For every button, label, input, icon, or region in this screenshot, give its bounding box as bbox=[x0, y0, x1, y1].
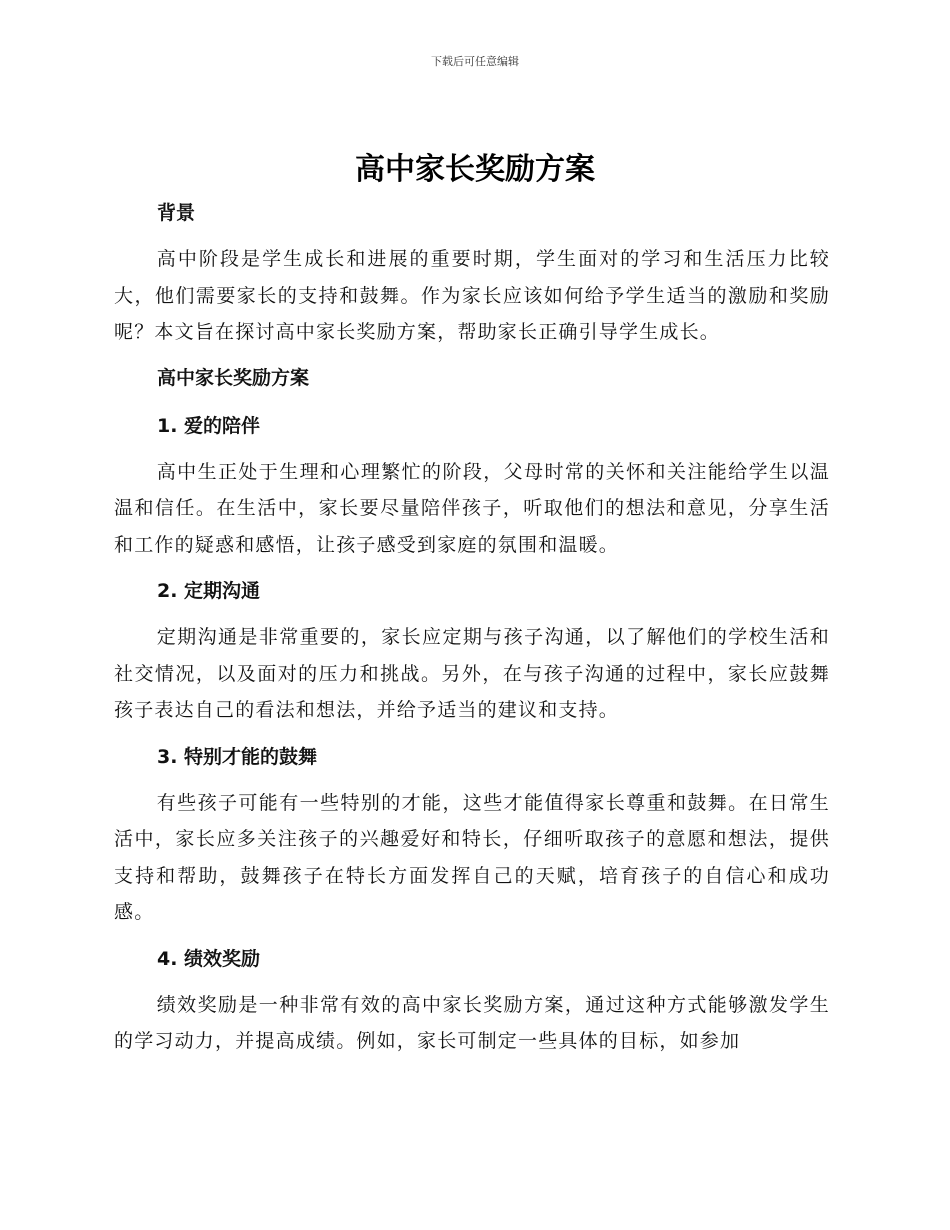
item-heading-1: 1. 爱的陪伴 bbox=[157, 414, 261, 437]
item-paragraph-3: 有些孩子可能有一些特别的才能，这些才能值得家长尊重和鼓舞。在日常生活中，家长应多关注孩子的兴趣爱好和特长，仔细听取孩子的意愿和想法，提供支持和帮助，鼓舞孩子在特长方面发挥自己的天赋，培育孩子的自信心和成功感。 bbox=[114, 791, 830, 923]
item-paragraph-1: 高中生正处于生理和心理繁忙的阶段，父母时常的关怀和关注能给学生以温温和信任。在生活中，家长要尽量陪伴孩子，听取他们的想法和意见，分享生活和工作的疑惑和感悟，让孩子感受到家庭的氛围和温暖。 bbox=[114, 460, 830, 556]
section-heading-plan: 高中家长奖励方案 bbox=[157, 366, 310, 389]
document-body bbox=[114, 193, 830, 1060]
document-title: 高中家长奖励方案 bbox=[355, 152, 595, 187]
section-heading-background: 背景 bbox=[157, 202, 196, 224]
item-heading-3: 3. 特别才能的鼓舞 bbox=[157, 745, 318, 768]
item-paragraph-2: 定期沟通是非常重要的，家长应定期与孩子沟通，以了解他们的学校生活和社交情况，以及面对的压力和挑战。另外，在与孩子沟通的过程中，家长应鼓舞孩子表达自己的看法和想法，并给予适当的建议和支持。 bbox=[114, 626, 830, 721]
item-heading-4: 4. 绩效奖励 bbox=[157, 947, 261, 970]
item-paragraph-4: 绩效奖励是一种非常有效的高中家长奖励方案，通过这种方式能够激发学生的学习动力，并提高成绩。例如，家长可制定一些具体的目标，如参加 bbox=[114, 993, 830, 1052]
paragraph-background: 高中阶段是学生成长和进展的重要时期，学生面对的学习和生活压力比较大，他们需要家长的支持和鼓舞。作为家长应该如何给予学生适当的激励和奖励呢？本文旨在探讨高中家长奖励方案，帮助家长正确引导学生成长。 bbox=[114, 248, 830, 343]
header-note: 下载后可任意编辑 bbox=[431, 55, 519, 68]
item-heading-2: 2. 定期沟通 bbox=[157, 580, 261, 602]
